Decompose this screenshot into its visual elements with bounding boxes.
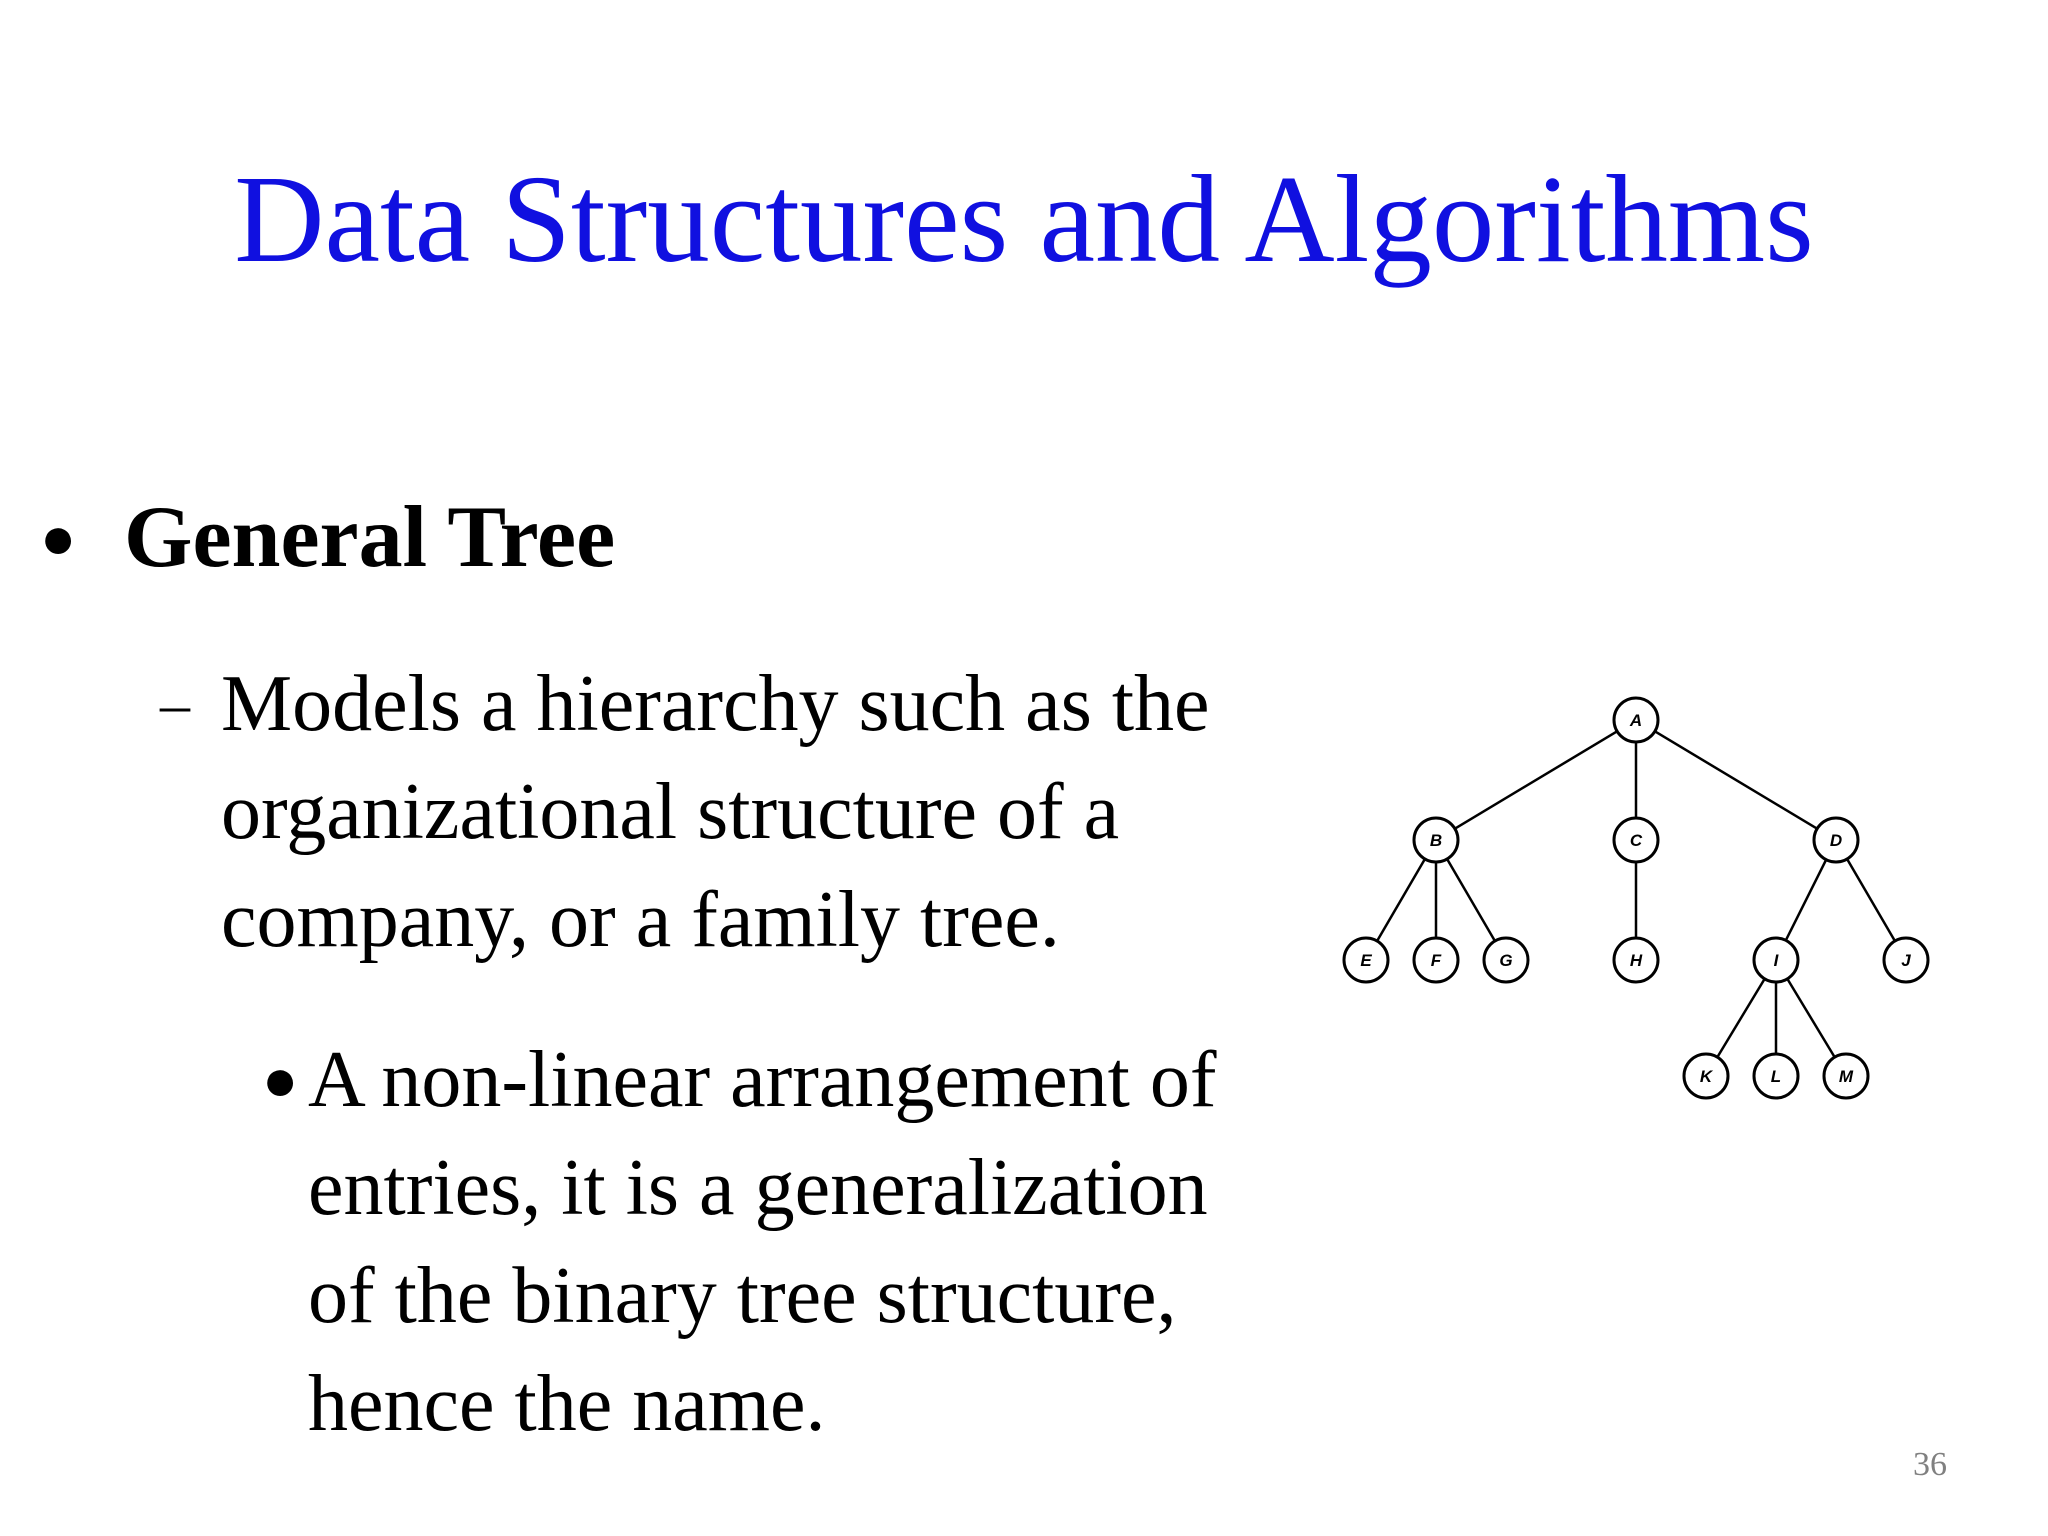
tree-edge-D-I (1786, 860, 1826, 941)
sub-sub-bullet-marker: ● (262, 1047, 299, 1113)
tree-edge-I-M (1787, 979, 1834, 1057)
sub-sub-bullet-line: entries, it is a generalization (308, 1144, 1208, 1232)
tree-node-L (1754, 1054, 1798, 1098)
tree-node-G (1484, 938, 1528, 982)
tree-edges (1377, 731, 1895, 1057)
tree-node-label: G (1499, 951, 1513, 970)
sub-bullet-line: company, or a family tree. (221, 876, 1060, 964)
tree-node-C (1614, 818, 1658, 862)
tree-node-E (1344, 938, 1388, 982)
tree-edge-I-K (1717, 979, 1764, 1057)
tree-node-label: B (1429, 831, 1443, 850)
tree-node-F (1414, 938, 1458, 982)
bullet-heading: General Tree (124, 489, 616, 586)
tree-node-I (1754, 938, 1798, 982)
tree-diagram (1320, 680, 1940, 1120)
tree-edge-B-E (1377, 859, 1425, 941)
tree-node-label: L (1770, 1067, 1782, 1086)
sub-bullet-line: Models a hierarchy such as the (221, 660, 1210, 748)
sub-bullet-marker: – (160, 671, 190, 737)
tree-node-J (1884, 938, 1928, 982)
tree-node-label: E (1360, 951, 1372, 970)
tree-node-H (1614, 938, 1658, 982)
page-number: 36 (1913, 1446, 1947, 1483)
tree-node-D (1814, 818, 1858, 862)
bullet-marker: ● (40, 505, 77, 571)
tree-node-B (1414, 818, 1458, 862)
sub-sub-bullet-line: hence the name. (308, 1360, 826, 1448)
tree-node-label: I (1773, 951, 1779, 970)
tree-edge-B-G (1447, 859, 1495, 941)
tree-node-label: C (1629, 831, 1643, 850)
tree-node-label: M (1838, 1067, 1854, 1086)
sub-sub-bullet-line: A non-linear arrangement of (308, 1036, 1217, 1124)
tree-edge-A-B (1455, 731, 1617, 828)
tree-node-K (1684, 1054, 1728, 1098)
sub-bullet-text (221, 650, 1301, 974)
tree-node-M (1824, 1054, 1868, 1098)
tree-node-label: K (1699, 1067, 1713, 1086)
sub-sub-bullet-text (308, 1026, 1308, 1458)
sub-sub-bullet-line: of the binary tree structure, (308, 1252, 1177, 1340)
tree-node-A (1614, 698, 1658, 742)
tree-node-label: F (1430, 951, 1442, 970)
tree-edge-A-D (1655, 731, 1817, 828)
tree-node-label: D (1829, 831, 1843, 850)
tree-edge-D-J (1847, 859, 1895, 941)
sub-bullet-line: organizational structure of a (221, 768, 1120, 856)
tree-node-label: A (1629, 711, 1643, 730)
tree-node-label: H (1629, 951, 1643, 970)
tree-svg (1320, 680, 1940, 1120)
tree-node-label: J (1901, 951, 1911, 970)
slide-title: Data Structures and Algorithms (234, 151, 1814, 289)
